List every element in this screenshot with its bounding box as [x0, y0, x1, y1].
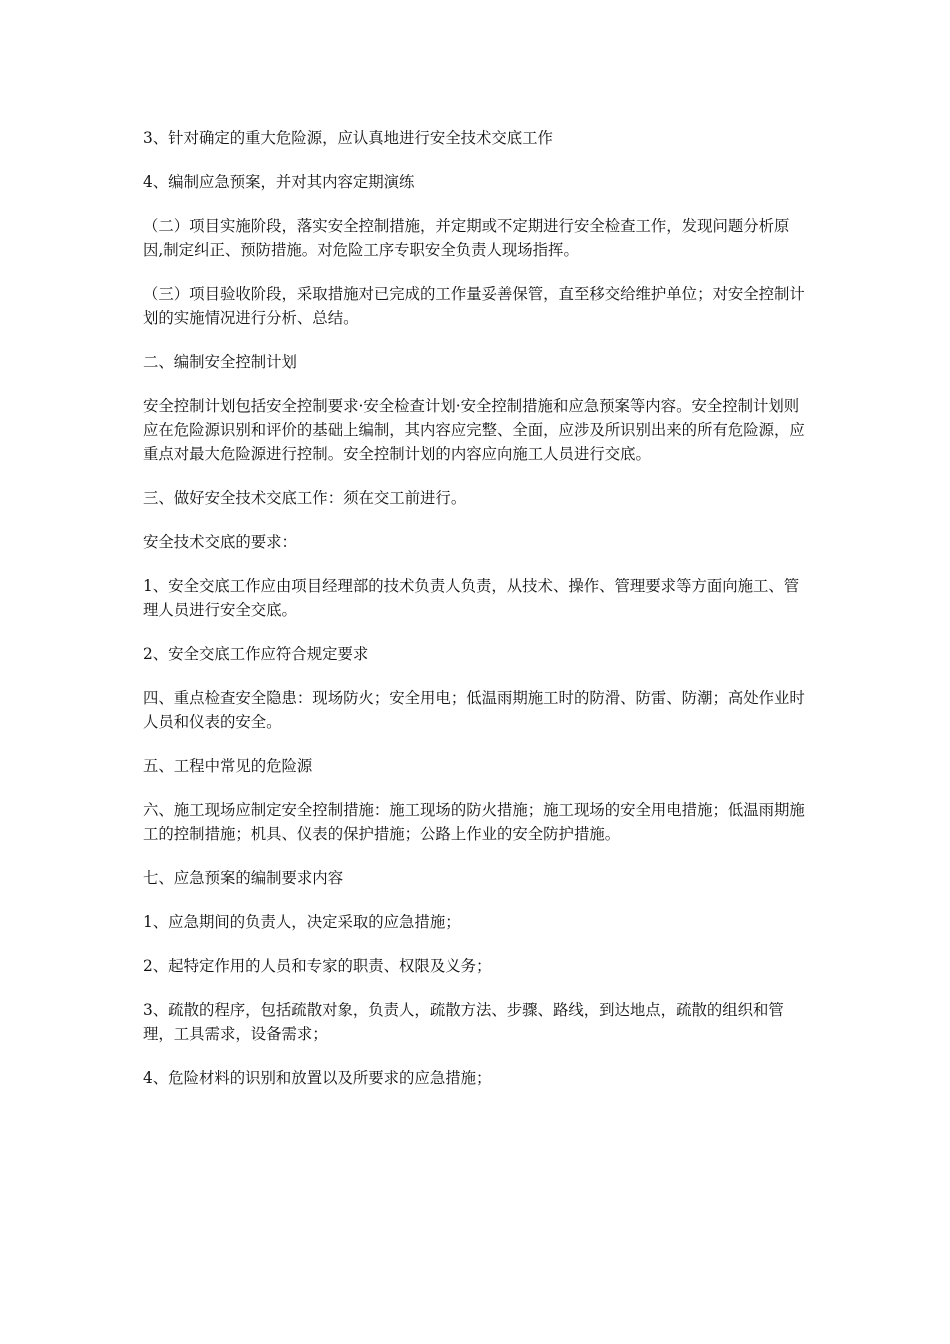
section-heading-2: 二、编制安全控制计划 [143, 353, 297, 371]
section-heading-3: 三、做好安全技术交底工作：须在交工前进行。 [143, 489, 467, 507]
section-heading-5: 五、工程中常见的危险源 [143, 757, 313, 775]
section-heading-6: 六、施工现场应制定安全控制措施：施工现场的防火措施；施工现场的安全用电措施；低温雨期施工的控制措施；机具、仪表的保护措施；公路上作业的安全防护措施。 [143, 801, 805, 843]
paragraph-briefing-item-1: 1、安全交底工作应由项目经理部的技术负责人负责，从技术、操作、管理要求等方面向施工、管理人员进行安全交底。 [143, 577, 800, 619]
paragraph-implementation-stage: （二）项目实施阶段，落实安全控制措施，并定期或不定期进行安全检查工作，发现问题分析原因,制定纠正、预防措施。对危险工序专职安全负责人现场指挥。 [143, 217, 790, 259]
paragraph-safety-plan: 安全控制计划包括安全控制要求·安全检查计划·安全控制措施和应急预案等内容。安全控制计划则应在危险源识别和评价的基础上编制，其内容应完整、全面，应涉及所识别出来的所有危险源，应重点对最大危险源进行控制。安全控制计划的内容应向施工人员进行交底。 [143, 397, 805, 463]
paragraph-item-4: 4、编制应急预案，并对其内容定期演练 [143, 173, 415, 191]
paragraph-briefing-requirements: 安全技术交底的要求： [143, 533, 297, 551]
document-body [143, 126, 808, 1110]
section-heading-7: 七、应急预案的编制要求内容 [143, 869, 344, 887]
section-heading-4: 四、重点检查安全隐患：现场防火；安全用电；低温雨期施工时的防滑、防雷、防潮；高处作业时人员和仪表的安全。 [143, 689, 805, 731]
paragraph-acceptance-stage: （三）项目验收阶段，采取措施对已完成的工作量妥善保管，直至移交给维护单位；对安全控制计划的实施情况进行分析、总结。 [143, 285, 805, 327]
paragraph-emergency-item-3: 3、疏散的程序，包括疏散对象，负责人，疏散方法、步骤、路线，到达地点，疏散的组织和管理，工具需求，设备需求； [143, 1001, 784, 1043]
paragraph-item-3: 3、针对确定的重大危险源，应认真地进行安全技术交底工作 [143, 129, 553, 147]
paragraph-briefing-item-2: 2、安全交底工作应符合规定要求 [143, 645, 369, 663]
paragraph-emergency-item-4: 4、危险材料的识别和放置以及所要求的应急措施； [143, 1069, 492, 1087]
paragraph-emergency-item-2: 2、起特定作用的人员和专家的职责、权限及义务； [143, 957, 492, 975]
paragraph-emergency-item-1: 1、应急期间的负责人，决定采取的应急措施； [143, 913, 461, 931]
